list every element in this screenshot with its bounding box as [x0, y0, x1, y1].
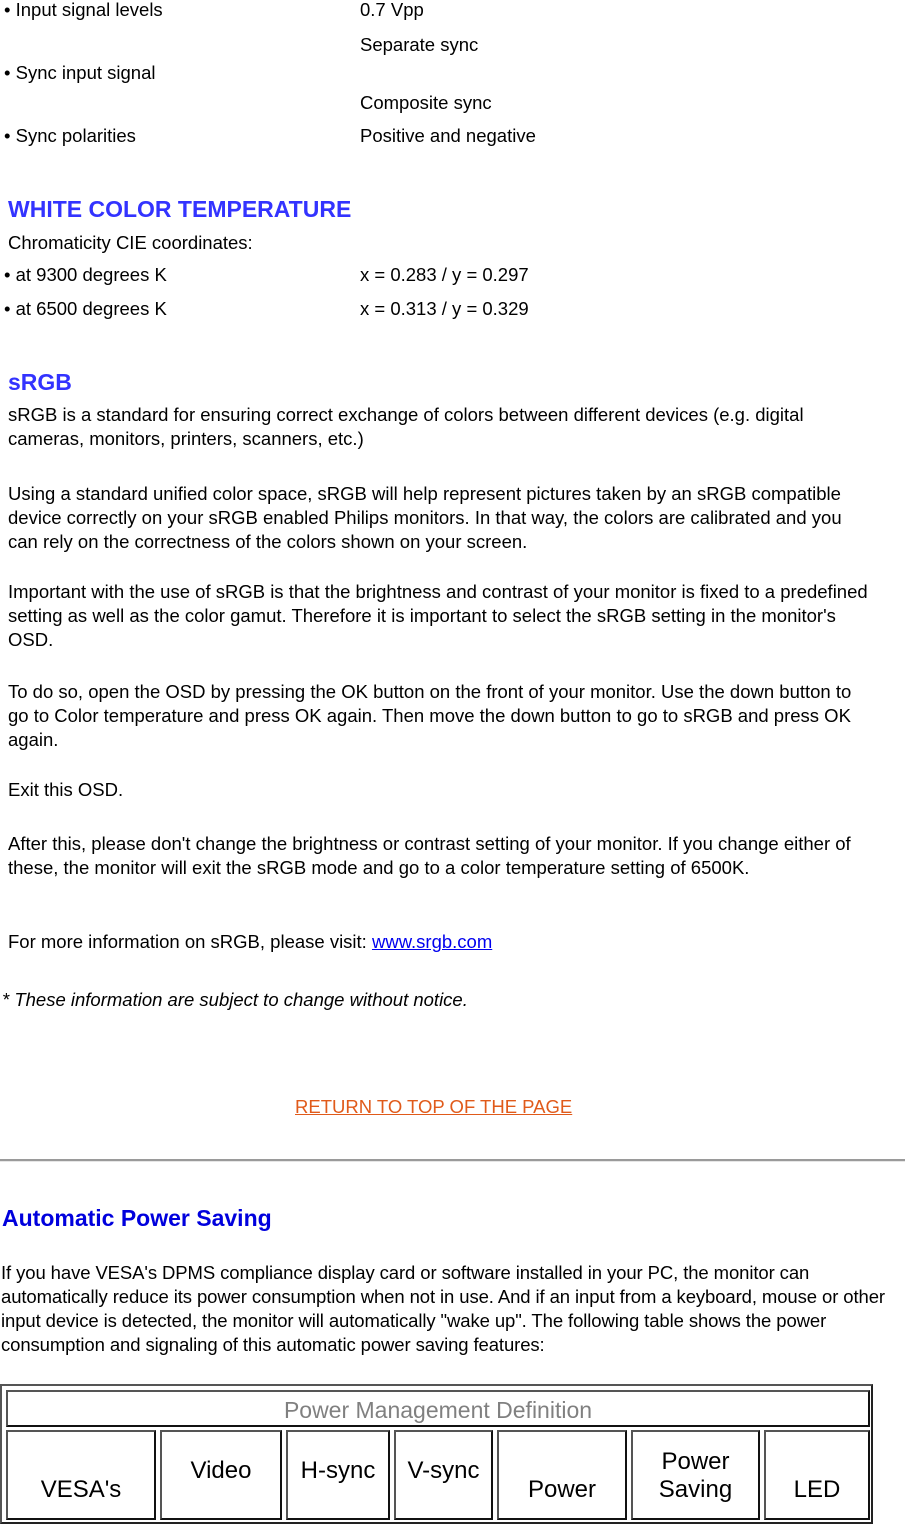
header-vsync [394, 1430, 493, 1520]
header-vesas [6, 1430, 156, 1520]
spec-label-sync-input-signal: • Sync input signal [4, 62, 156, 83]
srgb-heading: sRGB [8, 369, 72, 395]
automatic-power-saving-heading: Automatic Power Saving [2, 1205, 272, 1231]
header-led [764, 1430, 870, 1520]
spec-value-sync-polarities: Positive and negative [360, 125, 536, 146]
srgb-more-info [8, 930, 868, 954]
srgb-paragraph-5: Exit this OSD. [8, 779, 124, 800]
spec-value-composite-sync: Composite sync [360, 92, 492, 113]
header-video-label: Video [190, 1457, 252, 1484]
header-hsync-label: H-sync [300, 1457, 376, 1484]
header-power-saving-line1: Power [661, 1448, 730, 1475]
header-power-saving [631, 1430, 760, 1520]
srgb-paragraph-3: Important with the use of sRGB is that the brightness and contrast of your monitor is fixed to a predefined setting as well as the color gamut. Therefore it is important to select the sRGB setting in the monitor's OSD. [8, 581, 868, 650]
white-color-temperature-heading: WHITE COLOR TEMPERATURE [8, 196, 352, 222]
header-video [160, 1430, 282, 1520]
srgb-paragraph-1: sRGB is a standard for ensuring correct exchange of colors between different devices (e.g. digital cameras, monitors, printers, scanners, etc.) [8, 404, 804, 449]
return-to-top-link[interactable]: RETURN TO TOP OF THE PAGE [295, 1096, 573, 1117]
header-vesas-label: VESA's [40, 1476, 122, 1503]
srgb-paragraph-4: To do so, open the OSD by pressing the OK button on the front of your monitor. Use the down button to go to Color temperature and press OK again. Then move the down button to go to sRGB and press OK again. [8, 681, 852, 750]
spec-value-separate-sync: Separate sync [360, 34, 479, 55]
change-notice: * These information are subject to change without notice. [2, 989, 468, 1010]
spec-value-input-signal-levels: 0.7 Vpp [360, 0, 424, 20]
header-led-label: LED [793, 1476, 841, 1503]
power-management-table [0, 1384, 873, 1524]
spec-label-sync-polarities: • Sync polarities [4, 125, 136, 146]
temp-6500-label: • at 6500 degrees K [4, 298, 167, 319]
power-saving-paragraph: If you have VESA's DPMS compliance display card or software installed in your PC, the monitor can automatically reduce its power consumption when not in use. And if an input from a keyboard, mouse or other input device is detected, the monitor will automatically "wake up". The following table shows the power consumption and signaling of this automatic power saving features: [1, 1262, 885, 1355]
header-power [497, 1430, 627, 1520]
temp-9300-label: • at 9300 degrees K [4, 264, 167, 285]
temp-9300-value: x = 0.283 / y = 0.297 [360, 264, 529, 285]
header-power-saving-line2: Saving [658, 1476, 733, 1503]
chromaticity-label: Chromaticity CIE coordinates: [8, 232, 253, 253]
spec-label-input-signal-levels: • Input signal levels [4, 0, 163, 20]
header-vsync-label: V-sync [407, 1457, 480, 1484]
header-power-label: Power [527, 1476, 597, 1503]
section-divider [0, 1159, 905, 1162]
srgb-more-info-text: For more information on sRGB, please visit: [8, 931, 372, 952]
table-title-cell: Power Management Definition [6, 1390, 870, 1427]
header-hsync [286, 1430, 390, 1520]
temp-6500-value: x = 0.313 / y = 0.329 [360, 298, 529, 319]
srgb-paragraph-6: After this, please don't change the brightness or contrast setting of your monitor. If you change either of these, the monitor will exit the sRGB mode and go to a color temperature setting of 6500K. [8, 833, 851, 878]
srgb-website-link[interactable]: www.srgb.com [371, 931, 493, 952]
srgb-paragraph-2: Using a standard unified color space, sRGB will help represent pictures taken by an sRGB compatible device correctly on your sRGB enabled Philips monitors. In that way, the colors are calibrated and you can rely on the correctness of the colors shown on your screen. [8, 483, 842, 552]
